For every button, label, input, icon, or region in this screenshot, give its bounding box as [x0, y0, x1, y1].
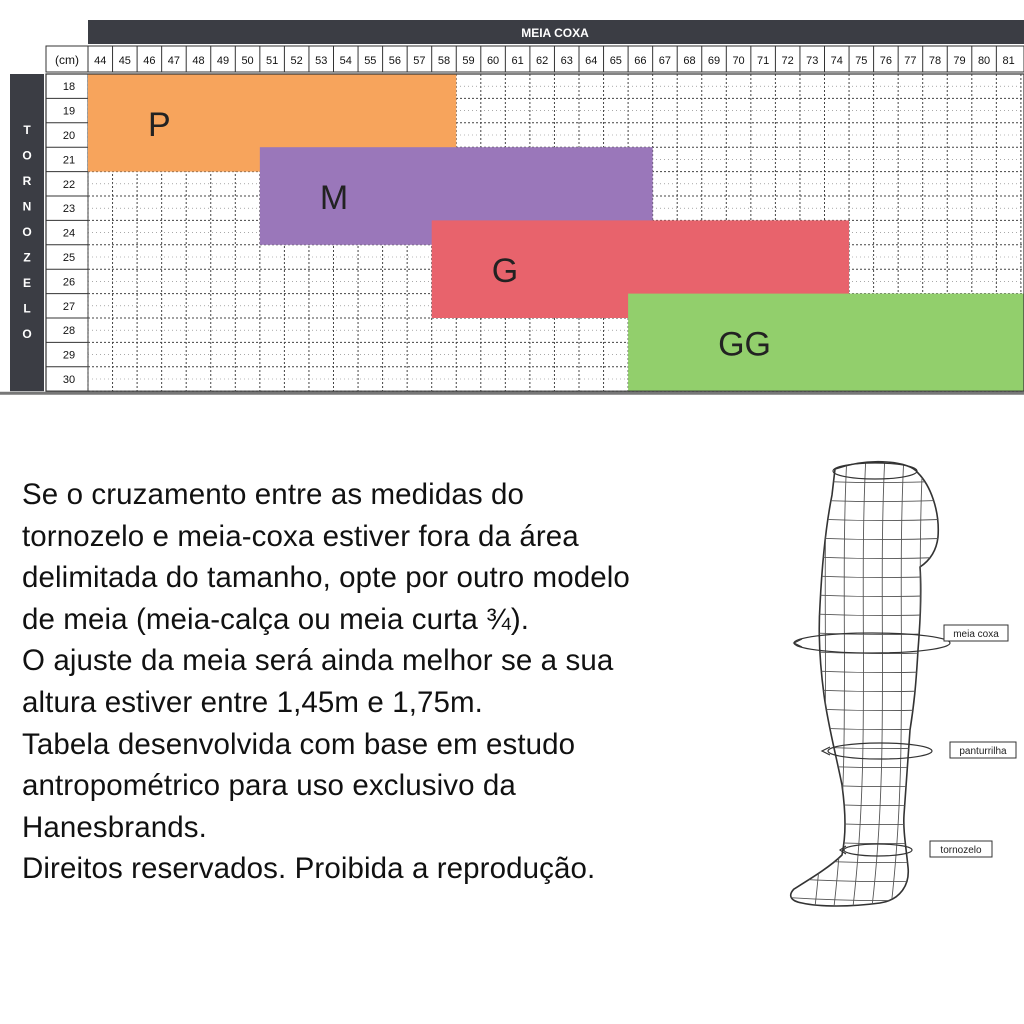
x-tick-label: 56 — [388, 55, 401, 67]
x-tick-label: 80 — [977, 55, 991, 67]
x-tick-label: 53 — [315, 55, 328, 67]
thigh-label: meia coxa — [953, 629, 999, 640]
y-axis-title-letter: N — [22, 199, 32, 214]
x-tick-label: 49 — [216, 55, 230, 67]
y-tick-label: 30 — [62, 374, 76, 386]
x-tick-label: 59 — [462, 55, 475, 67]
calf-label: panturrilha — [959, 746, 1007, 757]
x-tick-label: 58 — [437, 55, 451, 67]
chart-title: MEIA COXA — [521, 26, 589, 40]
x-tick-label: 69 — [707, 55, 721, 67]
y-tick-label: 22 — [62, 178, 76, 191]
y-tick-label: 24 — [62, 227, 76, 240]
x-tick-label: 48 — [192, 55, 205, 67]
size-label-gg: GG — [718, 325, 772, 364]
y-axis-title-letter: O — [22, 148, 32, 163]
y-axis-title-letter: Z — [23, 250, 31, 265]
x-tick-label: 78 — [928, 55, 942, 67]
y-tick-label: 27 — [62, 300, 76, 313]
y-axis-title — [22, 123, 31, 341]
x-tick-label: 65 — [609, 55, 622, 67]
size-chart-area — [0, 0, 1024, 400]
x-tick-label: 52 — [290, 55, 303, 67]
x-tick-label: 54 — [339, 55, 352, 67]
y-axis-title-letter: O — [22, 225, 32, 239]
y-tick-label: 28 — [62, 325, 76, 338]
x-tick-label: 64 — [585, 55, 598, 67]
note-line-10: Direitos reservados. Proibida a reprodução. — [22, 852, 596, 886]
x-tick-label: 51 — [266, 55, 279, 67]
x-tick-label: 66 — [634, 55, 647, 67]
y-tick-label: 19 — [62, 105, 76, 118]
x-tick-label: 62 — [536, 55, 549, 67]
x-tick-label: 50 — [241, 55, 254, 67]
x-tick-label: 67 — [658, 55, 672, 67]
note-line-3: delimitada do tamanho, opte por outro modelo — [22, 561, 630, 595]
x-tick-label: 73 — [806, 55, 819, 67]
size-label-p: P — [148, 105, 171, 144]
x-tick-label: 76 — [879, 55, 892, 67]
y-axis-title-letter: R — [22, 174, 32, 188]
x-tick-label: 77 — [904, 55, 917, 67]
leg-measurement-figure — [780, 455, 1020, 915]
leg-shape — [780, 455, 950, 915]
x-tick-label: 81 — [1002, 55, 1015, 67]
note-line-8: antropométrico para uso exclusivo da — [22, 769, 516, 803]
y-axis-title-letter: E — [22, 276, 32, 290]
x-tick-label: 74 — [830, 55, 843, 67]
x-tick-label: 46 — [143, 55, 156, 67]
x-tick-label: 60 — [486, 55, 500, 67]
y-axis-title-letter: L — [23, 301, 31, 316]
note-line-4: de meia (meia-calça ou meia curta ¾). — [22, 602, 530, 636]
unit-label: (cm) — [55, 53, 79, 67]
x-tick-label: 70 — [732, 55, 745, 67]
x-tick-label: 61 — [511, 55, 524, 67]
note-line-5: O ajuste da meia será ainda melhor se a sua — [22, 644, 614, 678]
x-tick-label: 44 — [94, 55, 107, 67]
size-label-g: G — [491, 252, 519, 291]
note-line-2: tornozelo e meia-coxa estiver fora da área — [22, 519, 579, 553]
y-tick-label: 29 — [62, 349, 76, 362]
y-tick-label: 26 — [62, 276, 76, 289]
note-line-1: Se o cruzamento entre as medidas do — [22, 478, 525, 511]
y-axis-title-letter: O — [22, 327, 32, 341]
y-tick-label: 20 — [62, 130, 76, 142]
y-tick-label: 23 — [62, 203, 76, 216]
note-line-6: altura estiver entre 1,45m e 1,75m. — [22, 685, 483, 719]
x-tick-label: 57 — [413, 55, 426, 67]
x-tick-label: 72 — [781, 55, 794, 67]
note-line-9: Hanesbrands. — [22, 810, 207, 844]
x-tick-label: 63 — [560, 55, 573, 67]
x-tick-label: 68 — [683, 55, 696, 67]
ankle-label: tornozelo — [940, 845, 982, 856]
y-axis-title-letter: T — [23, 123, 31, 137]
x-tick-label: 79 — [953, 55, 966, 67]
size-instructions — [22, 474, 802, 890]
x-tick-label: 71 — [757, 55, 770, 67]
x-tick-label: 55 — [364, 55, 377, 67]
x-tick-label: 47 — [167, 55, 181, 67]
size-block-gg — [628, 294, 1024, 392]
size-label-m: M — [319, 179, 349, 217]
size-chart — [0, 0, 1024, 400]
y-tick-label: 25 — [62, 252, 76, 264]
note-line-7: Tabela desenvolvida com base em estudo — [22, 727, 576, 761]
x-tick-label: 75 — [855, 55, 868, 67]
y-tick-label: 18 — [62, 81, 76, 94]
x-tick-label: 45 — [118, 55, 131, 67]
y-tick-label: 21 — [62, 154, 76, 167]
